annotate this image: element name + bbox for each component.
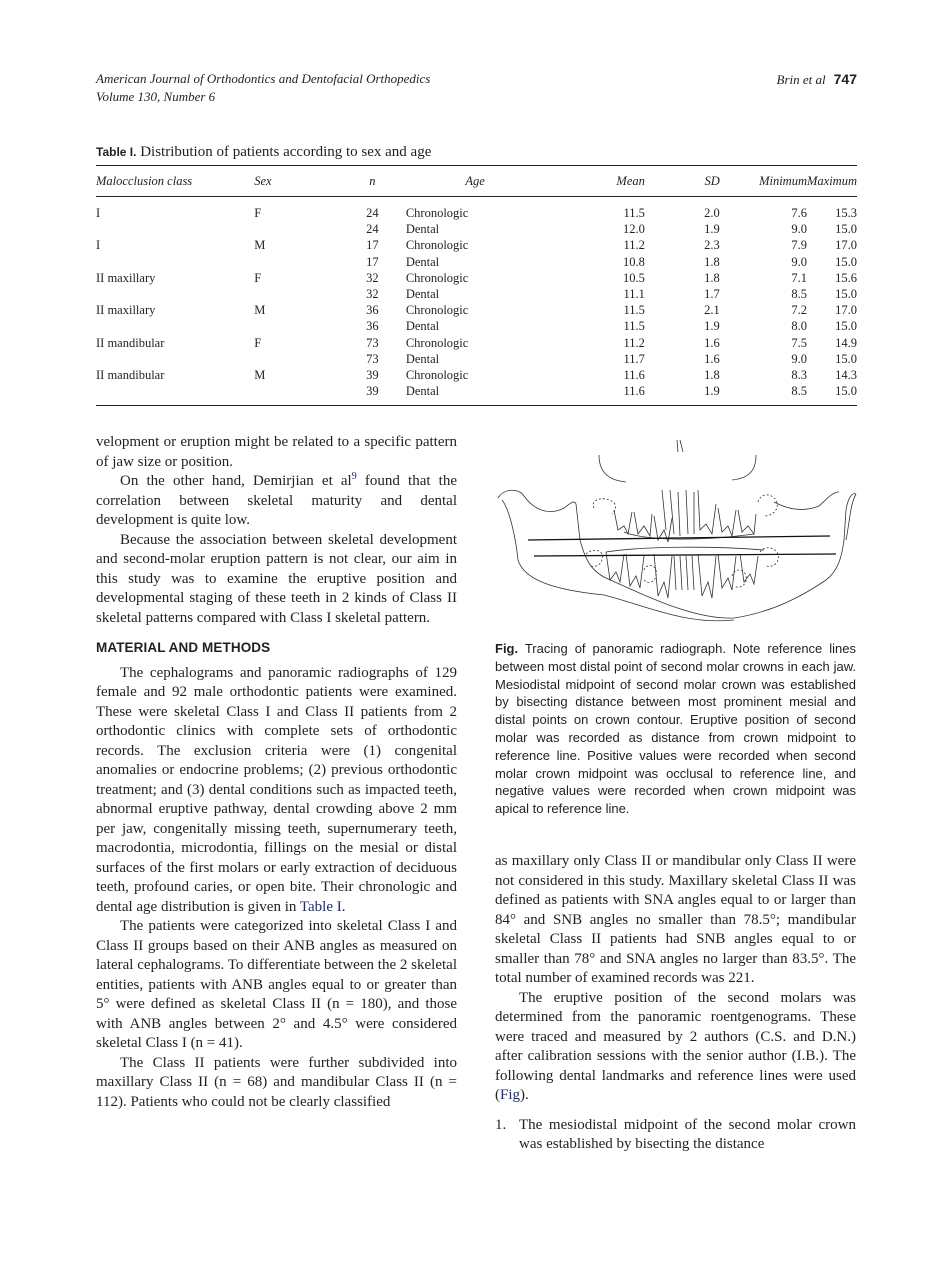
cell-maximum: 17.0: [835, 238, 857, 253]
cell-minimum: 8.3: [791, 367, 807, 382]
figure-link[interactable]: Fig: [500, 1087, 521, 1103]
cell-age-type: Dental: [405, 254, 440, 269]
cell-sex: M: [254, 238, 266, 253]
table-row: [96, 335, 857, 351]
journal-info: [96, 70, 430, 106]
cell-maximum: 15.0: [835, 222, 857, 237]
cell-mean: 11.2: [623, 238, 645, 253]
cell-n: 24: [366, 222, 379, 237]
cell-minimum: 8.5: [791, 384, 807, 399]
cell-n: 73: [366, 335, 379, 350]
table-header-row: [96, 166, 857, 197]
cell-age-type: Chronologic: [405, 206, 469, 221]
running-authors: Brin et al: [776, 72, 826, 87]
cell-sex: F: [254, 270, 262, 285]
cell-maximum: 14.3: [835, 367, 857, 382]
table-row: [96, 254, 857, 270]
paragraph: The Class II patients were further subdivided into maxillary Class II (n = 68) and mandibular Class II (n = 112). Patients who could not be clearly classified: [96, 1054, 457, 1110]
cell-mean: 10.8: [623, 254, 645, 269]
cell-minimum: 7.2: [791, 303, 807, 318]
cell-sd: 1.8: [704, 367, 720, 382]
cell-malocclusion-class: [96, 351, 254, 367]
cell-malocclusion-class: I: [96, 206, 101, 221]
cell-malocclusion-class: II mandibular: [96, 335, 165, 350]
figure-caption: [495, 640, 856, 818]
cell-minimum: 7.5: [791, 335, 807, 350]
mandibular-reference-line: [534, 554, 836, 556]
list-text: The mesiodistal midpoint of the second molar crown was established by bisecting the distance: [519, 1116, 856, 1152]
cell-n: 17: [366, 254, 379, 269]
nasal-mark: [677, 440, 683, 452]
cell-n: 24: [366, 206, 379, 221]
cell-sex: M: [254, 367, 266, 382]
cell-mean: 11.5: [623, 319, 645, 334]
cell-sex: M: [254, 303, 266, 318]
cell-sex: [254, 318, 339, 334]
right-column: [495, 852, 856, 1155]
sinus-outline-right: [732, 455, 756, 480]
paragraph: velopment or eruption might be related to a specific pattern of jaw size or position.: [96, 434, 457, 470]
left-column: [96, 433, 457, 1112]
cell-sex: F: [254, 206, 262, 221]
column-header: Maximum: [807, 173, 857, 188]
cell-sex: [254, 383, 339, 406]
table-title: Distribution of patients according to sex and age: [140, 144, 432, 160]
cell-malocclusion-class: II maxillary: [96, 270, 156, 285]
cell-mean: 11.6: [623, 384, 645, 399]
sinus-outline-left: [599, 455, 626, 482]
cell-maximum: 14.9: [835, 335, 857, 350]
cell-mean: 12.0: [623, 222, 645, 237]
cell-mean: 11.6: [623, 367, 645, 382]
page-number: 747: [833, 71, 857, 87]
cell-n: 32: [366, 287, 379, 302]
cell-maximum: 17.0: [835, 303, 857, 318]
cell-malocclusion-class: [96, 318, 254, 334]
journal-volume: Volume 130, Number 6: [96, 89, 216, 104]
cell-mean: 11.5: [623, 303, 645, 318]
cell-age-type: Chronologic: [405, 270, 469, 285]
cell-sex: [254, 221, 339, 237]
text-run: .: [341, 898, 346, 915]
cell-n: 39: [366, 367, 379, 382]
table-row: [96, 302, 857, 318]
cell-age-type: Dental: [405, 287, 440, 302]
table-row: [96, 197, 857, 222]
cell-age-type: Dental: [405, 384, 440, 399]
cell-sex: [254, 286, 339, 302]
column-header: Mean: [616, 173, 645, 188]
data-table: [96, 165, 857, 406]
cell-sd: 2.1: [704, 303, 720, 318]
paragraph: [96, 664, 457, 918]
cell-mean: 10.5: [623, 270, 645, 285]
table-body: [96, 197, 857, 406]
list-item: [495, 1116, 856, 1155]
table-link[interactable]: Table I: [299, 898, 342, 915]
cell-age-type: Dental: [405, 222, 440, 237]
table-label: Table I.: [96, 145, 137, 159]
text-run: On the other hand, Demirjian et al: [120, 473, 352, 489]
cell-sd: 1.8: [704, 270, 720, 285]
table-row: [96, 237, 857, 253]
cell-sd: 1.9: [704, 384, 720, 399]
panoramic-tracing-figure: [494, 430, 858, 630]
paragraph: The patients were categorized into skeletal Class I and Class II groups based on their ANB angles as measured on lateral cephalograms. To differentiate between the 2 skeletal entities, patients with ANB angles equal to or greater than 5° were defined as skeletal Class II (n = 180), and those with ANB angles between 2° and 4.5° were considered skeletal Class I (n = 41).: [96, 918, 457, 1051]
cell-malocclusion-class: [96, 221, 254, 237]
column-header: Malocclusion class: [96, 173, 193, 188]
cell-malocclusion-class: I: [96, 238, 101, 253]
journal-title: American Journal of Orthodontics and Dentofacial Orthopedics: [96, 71, 431, 86]
cell-n: 32: [366, 270, 379, 285]
cell-mean: 11.5: [623, 206, 645, 221]
column-header: n: [369, 173, 376, 188]
ramus-right: [846, 494, 856, 540]
cell-minimum: 8.5: [791, 287, 807, 302]
cell-age-type: Dental: [405, 319, 440, 334]
cell-mean: 11.1: [623, 287, 645, 302]
cell-age-type: Chronologic: [405, 238, 469, 253]
paragraph: as maxillary only Class II or mandibular only Class II were not considered in this study. Maxillary skeletal Class II was defined as patients with SNA angles equal to or larger than 84° and SNB angles no smaller than 78.5°; mandibular skeletal Class II patients had SNB angles equal to or smaller than 78° and SNA angles no larger than 83.5°. The total number of examined records was 221.: [495, 853, 856, 986]
cell-sex: F: [254, 335, 262, 350]
table-row: [96, 351, 857, 367]
cell-minimum: 9.0: [791, 351, 807, 366]
cell-malocclusion-class: II maxillary: [96, 303, 156, 318]
table-row: [96, 383, 857, 406]
text-run: ).: [520, 1087, 529, 1103]
cell-sd: 2.0: [704, 206, 720, 221]
table-caption: [96, 143, 857, 162]
radiograph-tracing: [494, 430, 858, 630]
cell-n: 36: [366, 319, 379, 334]
cell-maximum: 15.0: [835, 319, 857, 334]
cell-malocclusion-class: [96, 254, 254, 270]
paragraph: [96, 472, 457, 531]
cell-maximum: 15.0: [835, 384, 857, 399]
cell-minimum: 9.0: [791, 222, 807, 237]
cell-maximum: 15.0: [835, 287, 857, 302]
cell-malocclusion-class: II mandibular: [96, 367, 165, 382]
column-header: Sex: [254, 173, 272, 188]
cell-sex: [254, 254, 339, 270]
cell-mean: 11.2: [623, 335, 645, 350]
cell-n: 39: [366, 384, 379, 399]
cell-age-type: Chronologic: [405, 367, 469, 382]
cell-mean: 11.7: [623, 351, 645, 366]
upper-dentition: [593, 490, 777, 542]
table-row: [96, 270, 857, 286]
cell-sd: 1.9: [704, 319, 720, 334]
cell-minimum: 7.6: [791, 206, 807, 221]
cell-maximum: 15.0: [835, 254, 857, 269]
figure-label: Fig.: [495, 641, 519, 656]
cell-maximum: 15.6: [835, 270, 857, 285]
cell-n: 17: [366, 238, 379, 253]
cell-sd: 1.6: [704, 335, 720, 350]
cell-n: 73: [366, 351, 379, 366]
text-run: found that the correlation between skeletal maturity and dental development is quite low.: [96, 473, 457, 528]
section-heading: MATERIAL AND METHODS: [96, 640, 271, 655]
cell-minimum: 7.9: [791, 238, 807, 253]
table-1: [96, 143, 857, 406]
cell-sex: [254, 351, 339, 367]
cell-age-type: Chronologic: [405, 335, 469, 350]
cell-sd: 2.3: [704, 238, 720, 253]
list-number: 1.: [495, 1116, 507, 1133]
table-row: [96, 221, 857, 237]
paragraph: Because the association between skeletal development and second-molar eruption pattern is not clear, our aim in this study was to examine the eruptive position and developmental staging of these teeth in 2 kinds of Class II skeletal patterns compared with Class I skeletal pattern.: [96, 531, 457, 626]
column-header: SD: [704, 173, 720, 188]
cell-malocclusion-class: [96, 383, 254, 406]
cell-minimum: 8.0: [791, 319, 807, 334]
paragraph: [495, 989, 856, 1106]
cell-n: 36: [366, 303, 379, 318]
table-row: [96, 367, 857, 383]
reference-link[interactable]: 9: [351, 471, 357, 482]
column-header: Minimum: [759, 173, 807, 188]
cell-minimum: 9.0: [791, 254, 807, 269]
cell-sd: 1.7: [704, 287, 720, 302]
coronoid-right: [774, 492, 839, 509]
text-run: The eruptive position of the second molars was determined from the panoramic roentgenograms. These were traced and measured by 2 authors (C.S. and D.N.) after calibration sessions with the senior author (I.B.). The following dental landmarks and reference lines were used (: [495, 989, 856, 1103]
cell-minimum: 7.1: [791, 270, 807, 285]
cell-malocclusion-class: [96, 286, 254, 302]
column-header: Age: [465, 173, 485, 188]
table-row: [96, 318, 857, 334]
figure-caption-text: Tracing of panoramic radiograph. Note reference lines between most distal point of second molar crowns in each jaw. Mesiodistal midpoint of second molar crown was established by bisecting distance between most prominent mesial and distal points on crown contour. Eruptive position of second molar was recorded as distance from crown midpoint to reference line. Positive values were recorded when second molar crown midpoint was occlusal to reference line, and negative values were recorded when crown midpoint was apical to reference line.: [495, 641, 856, 817]
cell-age-type: Chronologic: [405, 303, 469, 318]
cell-maximum: 15.3: [835, 206, 857, 221]
text-run: The cephalograms and panoramic radiographs of 129 female and 92 male orthodontic patients were examined. These were skeletal Class I and Class II patients from 2 orthodontic clinics with complete sets of orthodontic records. The exclusion criteria were (1) congenital anomalies or endocrine problems; (2) previous orthodontic treatment; and (3) dental conditions such as impacted teeth, abnormal eruptive pathway, dental crowding above 2 mm per jaw, congenitally missing teeth, supernumerary teeth, macrodontia, microdontia, fillings on the mesial or distal surfaces of the first molars or early extraction of deciduous teeth, profound caries, or open bite. Their chronologic and dental age distribution is given in: [96, 664, 457, 915]
cell-sd: 1.9: [704, 222, 720, 237]
landmark-list: [495, 1116, 856, 1155]
page-header-right: [777, 70, 857, 89]
cell-sd: 1.6: [704, 351, 720, 366]
cell-maximum: 15.0: [835, 351, 857, 366]
cell-sd: 1.8: [704, 254, 720, 269]
cell-age-type: Dental: [405, 351, 440, 366]
table-row: [96, 286, 857, 302]
